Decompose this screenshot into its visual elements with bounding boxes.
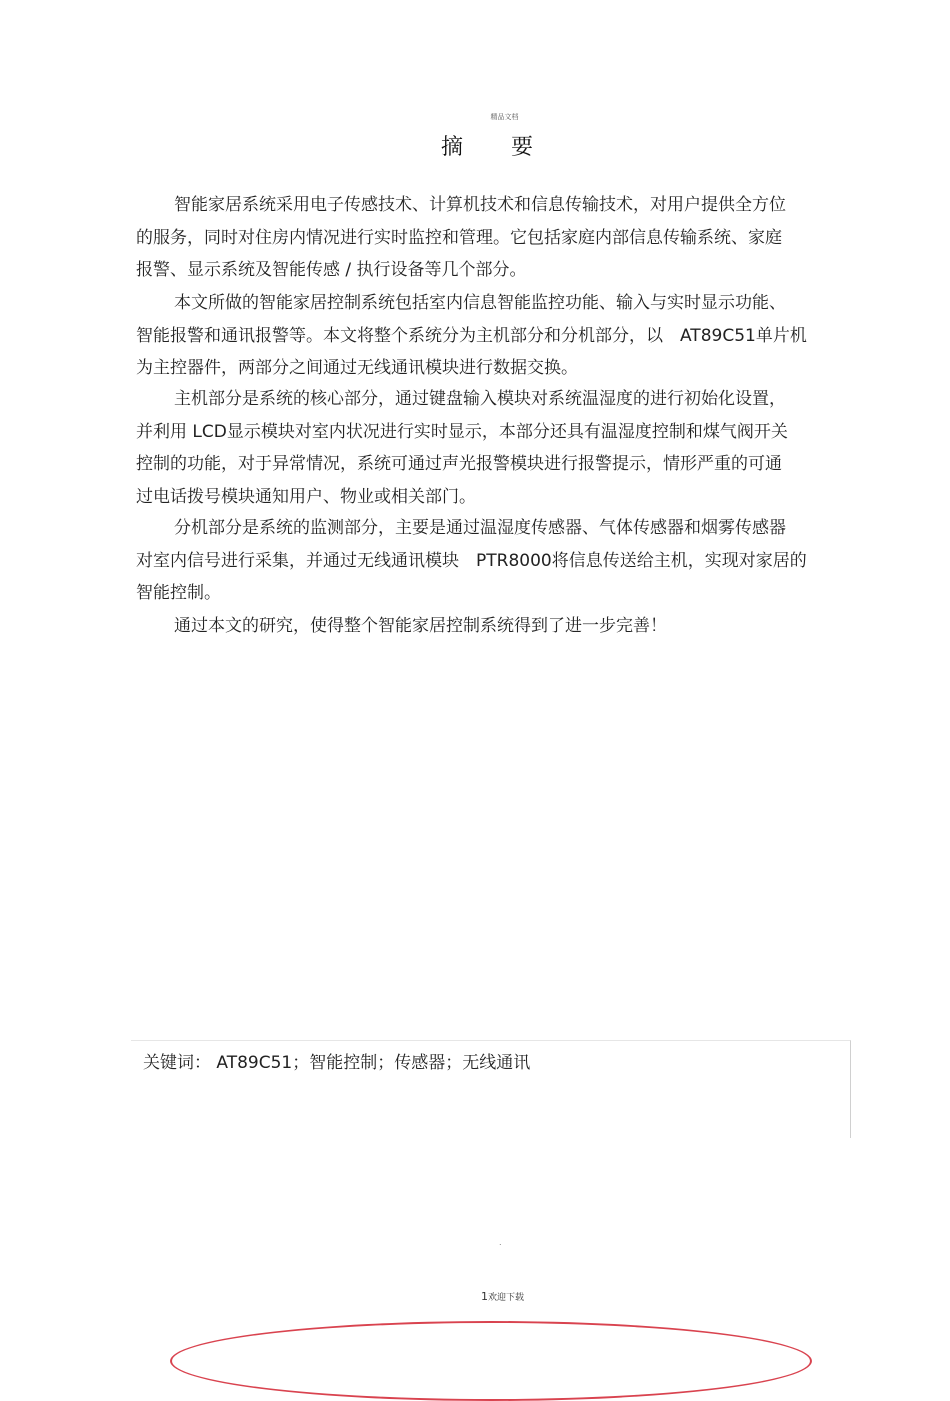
paragraph-line: 报警、显示系统及智能传感 / 执行设备等几个部分。 (136, 260, 527, 280)
abstract-paragraph-1 (136, 189, 836, 287)
footer-label: 欢迎下载 (487, 1293, 524, 1303)
page-dot: . (499, 1238, 502, 1247)
page-title (441, 130, 535, 161)
paragraph-line: 主机部分是系统的核心部分，通过键盘输入模块对系统温湿度的进行初始化设置， (174, 389, 786, 409)
abstract-paragraph-4 (136, 512, 836, 610)
paragraph-line: 智能控制。 (136, 583, 221, 603)
paragraph-line: 的服务，同时对住房内情况进行实时监控和管理。它包括家庭内部信息传输系统、家庭 (136, 227, 782, 248)
abstract-paragraph-2 (136, 287, 836, 385)
paragraph-line: 过电话拨号模块通知用户、物业或相关部门。 (136, 486, 476, 507)
paragraph-line: 分机部分是系统的监测部分，主要是通过温湿度传感器、气体传感器和烟雾传感器 (174, 518, 786, 538)
title-char-1: 摘 (441, 135, 466, 160)
paragraph-line: 对室内信号进行采集，并通过无线通讯模块 PTR8000将信息传送给主机，实现对家居的 (136, 550, 807, 571)
paragraph-line: 控制的功能，对于异常情况，系统可通过声光报警模块进行报警提示，情形严重的可通 (136, 454, 782, 474)
red-oval-mark (170, 1321, 812, 1401)
keywords: 关键词： AT89C51；智能控制；传感器；无线通讯 (143, 1053, 531, 1073)
paragraph-line: 本文所做的智能家居控制系统包括室内信息智能监控功能、输入与实时显示功能、 (174, 293, 786, 313)
abstract-paragraph-3 (136, 383, 836, 513)
paragraph-line: 为主控器件，两部分之间通过无线通讯模块进行数据交换。 (136, 358, 578, 378)
page-footer (0, 1290, 950, 1303)
paragraph-line: 智能家居系统采用电子传感技术、计算机技术和信息传输技术，对用户提供全方位 (174, 195, 786, 215)
paragraph-line: 智能报警和通讯报警等。本文将整个系统分为主机部分和分机部分，以 AT89C51单片机 (136, 325, 807, 346)
page-number: 1 (480, 1290, 488, 1303)
title-char-2: 要 (511, 135, 536, 160)
paragraph-line: 并利用 LCD显示模块对室内状况进行实时显示，本部分还具有温湿度控制和煤气阀开关 (136, 421, 788, 442)
header-tag: 精品文档 (490, 113, 519, 121)
abstract-paragraph-5 (136, 610, 836, 643)
paragraph-line: 通过本文的研究，使得整个智能家居控制系统得到了进一步完善！ (174, 616, 667, 636)
